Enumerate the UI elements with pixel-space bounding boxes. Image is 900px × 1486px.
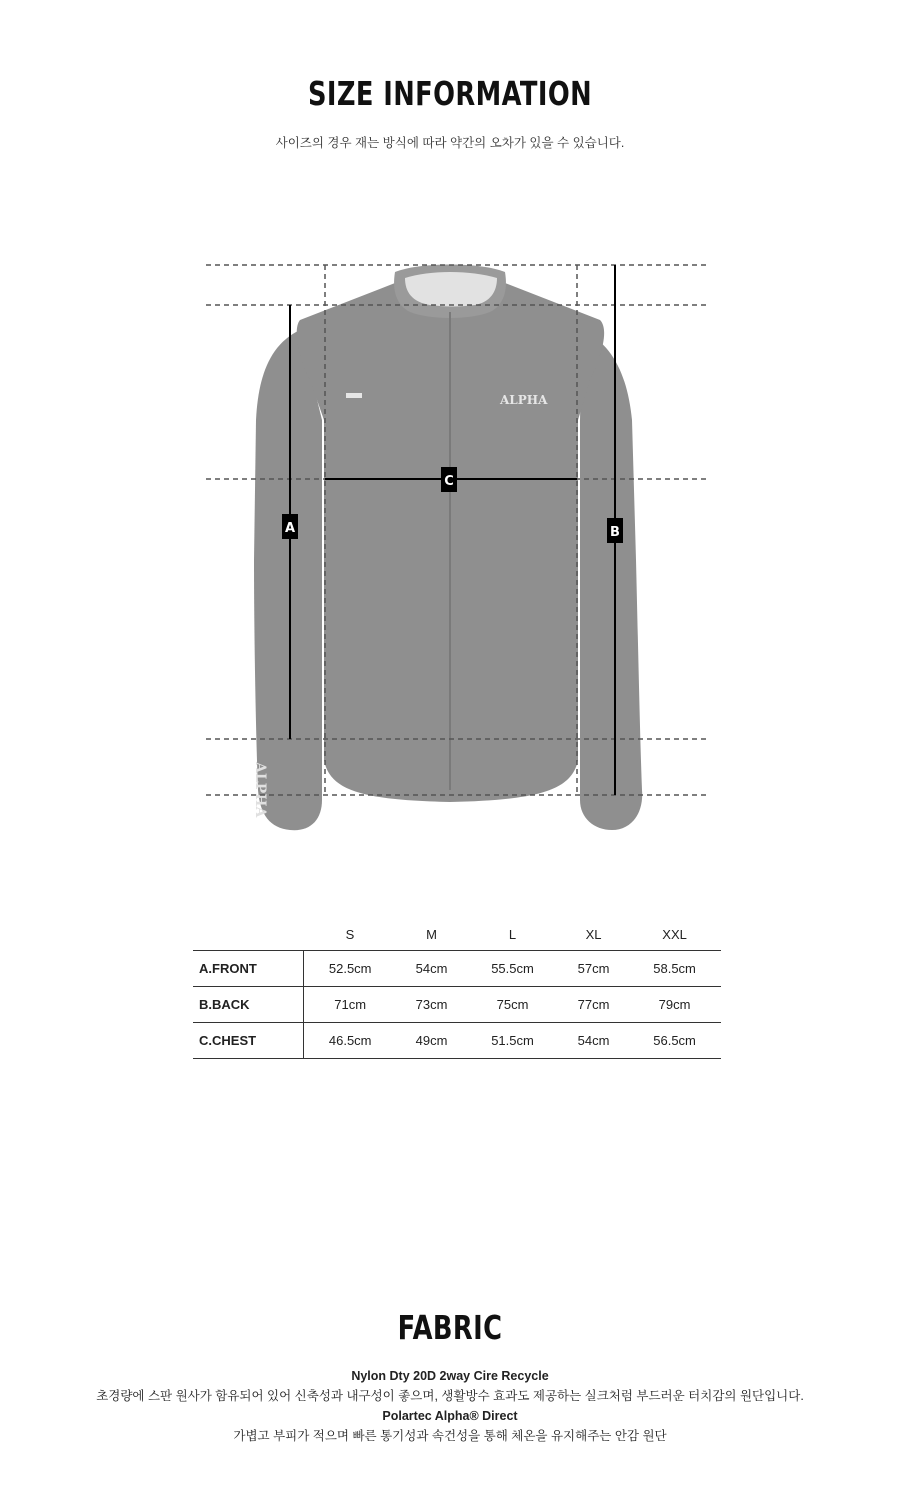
size-information-title: SIZE INFORMATION [307,74,593,113]
table-cell: 75cm [466,987,559,1023]
fabric-name: Polartec Alpha® Direct [382,1409,518,1423]
svg-text:B: B [610,525,620,540]
table-cell: 55.5cm [466,951,559,987]
size-column-header: S [345,926,355,942]
table-cell: 77cm [559,987,628,1023]
table-cell: 56.5cm [628,1023,721,1059]
table-cell: 71cm [303,987,397,1023]
sleeve-logo: ALPHA [252,762,268,818]
table-cell: 52.5cm [303,951,397,987]
size-disclaimer: 사이즈의 경우 재는 방식에 따라 약간의 오차가 있을 수 있습니다. [275,136,625,150]
size-table [193,918,721,1059]
small-chest-badge [346,393,362,398]
fabric-title: FABRIC [397,1308,503,1347]
fabric-details [0,1366,900,1446]
row-label: B.BACK [193,987,303,1023]
size-column-header: L [508,926,517,942]
fabric-description: 초경량에 스판 원사가 함유되어 있어 신축성과 내구성이 좋으며, 생활방수 효과도 제공하는 실크처럼 부드러운 터치감의 원단입니다. [96,1389,804,1403]
table-row [193,1023,721,1059]
table-cell: 73cm [397,987,466,1023]
svg-text:A: A [284,521,296,536]
svg-text:C: C [444,474,454,489]
table-cell: 54cm [559,1023,628,1059]
size-column-header: XXL [662,926,687,942]
table-cell: 79cm [628,987,721,1023]
jacket-illustration [254,265,642,831]
table-cell: 57cm [559,951,628,987]
label-c [441,467,457,492]
table-cell: 58.5cm [628,951,721,987]
label-b [607,518,623,543]
label-a [282,514,298,539]
size-column-header: M [426,926,437,942]
table-corner [193,918,303,951]
row-label: A.FRONT [193,951,303,987]
table-cell: 51.5cm [466,1023,559,1059]
size-header-row [193,918,721,951]
chest-logo: ALPHA [500,393,548,407]
table-cell: 54cm [397,951,466,987]
size-column-header: XL [585,926,602,942]
table-cell: 49cm [397,1023,466,1059]
table-row [193,987,721,1023]
table-row [193,951,721,987]
fabric-name: Nylon Dty 20D 2way Cire Recycle [351,1369,549,1383]
table-cell: 46.5cm [303,1023,397,1059]
row-label: C.CHEST [193,1023,303,1059]
fabric-description: 가볍고 부피가 적으며 빠른 통기성과 속건성을 통해 체온을 유지해주는 안감 원단 [233,1429,667,1443]
